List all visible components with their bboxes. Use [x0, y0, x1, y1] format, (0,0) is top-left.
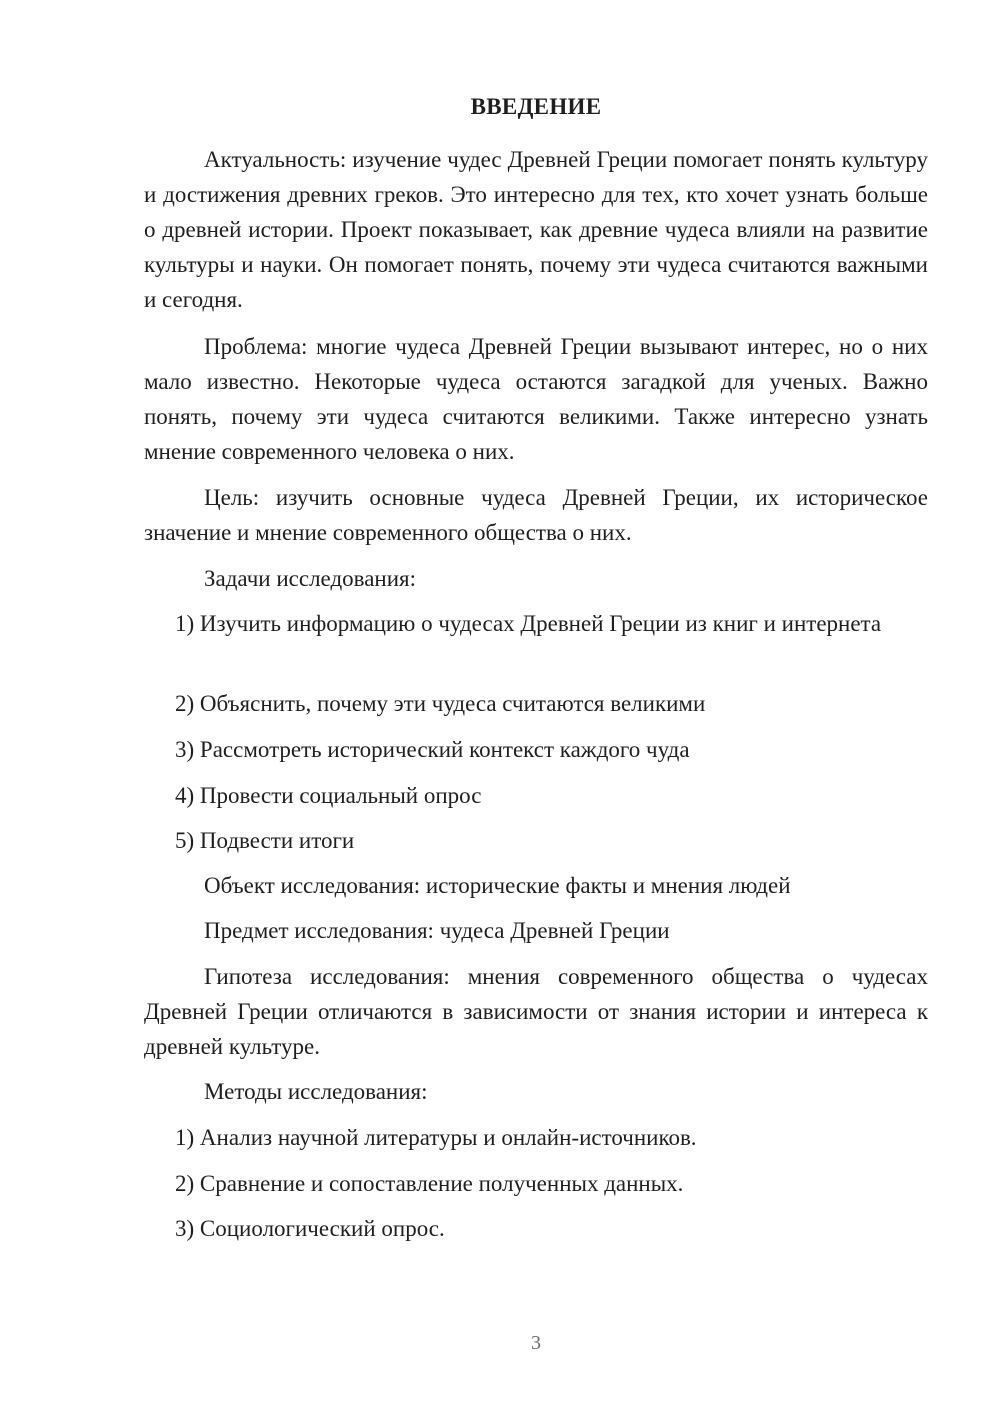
- goal-paragraph: Цель: изучить основные чудеса Древней Греции, их историческое значение и мнение современного общества о них.: [144, 485, 928, 545]
- task-item-1: 1) Изучить информацию о чудесах Древней Греции из книг и интернета: [175, 611, 882, 636]
- task-item-4: 4) Провести социальный опрос: [175, 783, 482, 808]
- method-item-1: 1) Анализ научной литературы и онлайн-источников.: [175, 1125, 697, 1150]
- method-item-3: 3) Социологический опрос.: [175, 1216, 445, 1241]
- task-item-2: 2) Объяснить, почему эти чудеса считаются великими: [175, 691, 706, 716]
- page-number: 3: [531, 1332, 541, 1354]
- task-item-5: 5) Подвести итоги: [175, 828, 355, 853]
- page-title: ВВЕДЕНИЕ: [470, 94, 602, 119]
- method-item-2: 2) Сравнение и сопоставление полученных данных.: [175, 1171, 684, 1196]
- object-line: Объект исследования: исторические факты и мнения людей: [204, 873, 791, 898]
- subject-line: Предмет исследования: чудеса Древней Греции: [204, 918, 670, 943]
- tasks-heading: Задачи исследования:: [204, 566, 417, 591]
- methods-heading: Методы исследования:: [204, 1079, 428, 1104]
- hypothesis-paragraph: Гипотеза исследования: мнения современного общества о чудесах Древней Греции отличаются в зависимости от знания истории и интереса к древней культуре.: [144, 964, 928, 1059]
- problem-paragraph: Проблема: многие чудеса Древней Греции вызывают интерес, но о них мало известно. Некоторые чудеса остаются загадкой для ученых. Важно понять, почему эти чудеса считаются великими. Также интересно узнать мнение современного человека о них.: [144, 334, 928, 464]
- task-item-3: 3) Рассмотреть исторический контекст каждого чуда: [175, 737, 690, 762]
- relevance-paragraph: Актуальность: изучение чудес Древней Греции помогает понять культуру и достижения древних греков. Это интересно для тех, кто хочет узнать больше о древней истории. Проект показывает, как древние чудеса влияли на развитие культуры и науки. Он помогает понять, почему эти чудеса считаются важными и сегодня.: [144, 147, 928, 312]
